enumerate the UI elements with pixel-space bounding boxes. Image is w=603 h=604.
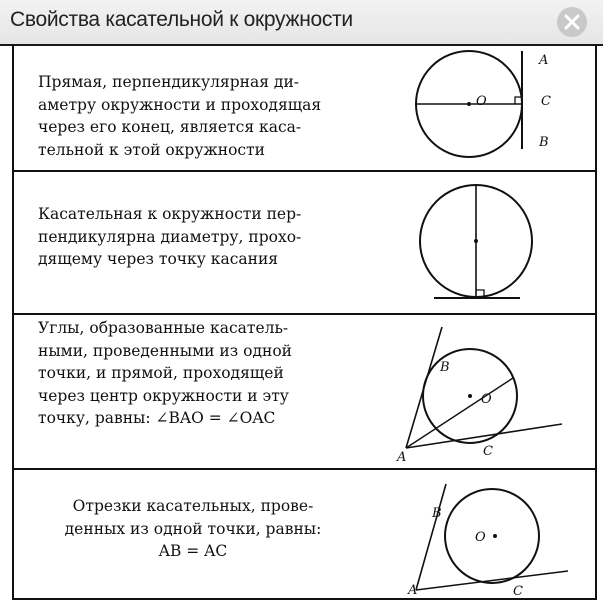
figure-equal-segments	[396, 472, 592, 598]
label-c: C	[483, 444, 493, 459]
property-text-3: Углы, образованные касатель- ными, проведенными из одной точки, и прямой, проходящей через центр окружности и эту точку, равны: ∠BAO = ∠OAC	[38, 319, 293, 427]
header-bar	[0, 0, 603, 46]
center-point	[474, 239, 478, 243]
figure-tangent-perpendicular	[406, 46, 592, 170]
center-point	[468, 394, 472, 398]
label-b: B	[440, 360, 450, 375]
property-text-4: Отрезки касательных, прове- денных из одной точки, равны: AB = AC	[64, 497, 322, 560]
label-b: B	[539, 135, 549, 150]
label-c: C	[541, 94, 551, 109]
label-b: B	[432, 506, 442, 521]
properties-table	[12, 44, 597, 600]
label-o: O	[476, 94, 487, 109]
property-text-2: Касательная к окружности пер- пендикулярна диаметру, прохо- дящему через точку касания	[38, 205, 302, 268]
tangent-line-ab	[416, 484, 446, 590]
close-button[interactable]	[557, 7, 587, 37]
circle	[445, 489, 539, 583]
label-a: A	[539, 53, 549, 68]
label-a: A	[397, 450, 407, 465]
label-a: A	[408, 583, 418, 598]
label-o: O	[475, 530, 486, 545]
property-row-1	[14, 44, 595, 172]
page-title: Свойства касательной к окружности	[10, 8, 353, 31]
property-text-1: Прямая, перпендикулярная ди- аметру окружности и проходящая через его конец, является каса- тельной к этой окружности	[38, 73, 322, 159]
tangent-line-ac	[416, 571, 568, 590]
property-row-3	[14, 315, 595, 470]
line-through-center	[406, 378, 513, 448]
center-point	[493, 534, 497, 538]
label-o: O	[481, 392, 492, 407]
property-row-4	[14, 470, 595, 600]
close-icon	[557, 7, 587, 37]
figure-equal-angles	[366, 317, 592, 468]
property-row-2	[14, 172, 595, 315]
label-c: C	[513, 584, 523, 598]
figure-tangent-diameter	[406, 174, 592, 312]
center-point	[467, 102, 471, 106]
